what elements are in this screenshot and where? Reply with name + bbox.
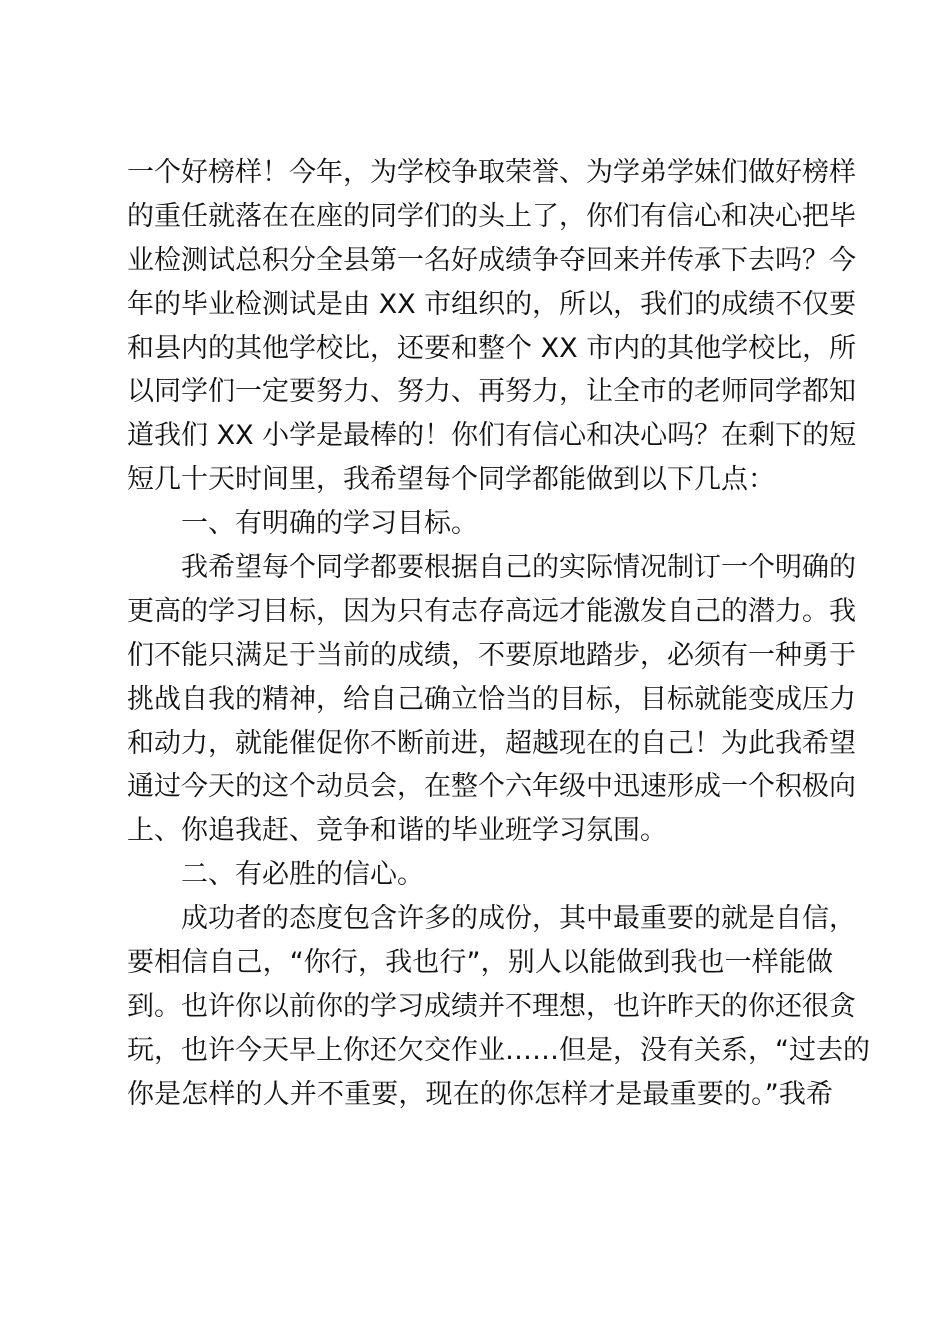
text-line: 以同学们一定要努力、努力、再努力，让全市的老师同学都知	[127, 376, 856, 408]
text-line: 们不能只满足于当前的成绩，不要原地踏步，必须有一种勇于	[127, 639, 856, 671]
text-line: 道我们 XX 小学是最棒的！你们有信心和决心吗？在剩下的短	[127, 420, 857, 452]
section-heading-2: 二、有必胜的信心。	[181, 859, 424, 891]
section-heading-1: 一、有明确的学习目标。	[181, 508, 478, 540]
text-line: 和县内的其他学校比，还要和整个 XX 市内的其他学校比，所	[127, 332, 857, 364]
text-line: 短几十天时间里，我希望每个同学都能做到以下几点：	[127, 464, 775, 496]
text-line: 成功者的态度包含许多的成份，其中最重要的就是自信，	[181, 903, 856, 935]
text-line: 我希望每个同学都要根据自己的实际情况制订一个明确的	[181, 552, 856, 584]
body-text	[127, 151, 870, 1117]
text-line: 上、你追我赶、竞争和谐的毕业班学习氛围。	[127, 815, 667, 847]
text-line: 和动力，就能催促你不断前进，超越现在的自己！为此我希望	[127, 727, 856, 759]
text-line: 你是怎样的人并不重要，现在的你怎样才是最重要的。”我希	[127, 1078, 833, 1110]
text-line: 玩，也许今天早上你还欠交作业……但是，没有关系，“过去的	[127, 1034, 870, 1066]
text-line: 挑战自我的精神，给自己确立恰当的目标，目标就能变成压力	[127, 683, 856, 715]
text-line: 业检测试总积分全县第一名好成绩争夺回来并传承下去吗？今	[127, 244, 856, 276]
text-line: 通过今天的这个动员会，在整个六年级中迅速形成一个积极向	[127, 771, 856, 803]
text-line: 的重任就落在在座的同学们的头上了，你们有信心和决心把毕	[127, 200, 856, 232]
text-line: 到。也许你以前你的学习成绩并不理想，也许昨天的你还很贪	[127, 990, 856, 1022]
text-line: 一个好榜样！今年，为学校争取荣誉、为学弟学妹们做好榜样	[127, 157, 856, 188]
text-line: 年的毕业检测试是由 XX 市组织的，所以，我们的成绩不仅要	[127, 288, 857, 320]
text-line: 要相信自己，“你行，我也行”，别人以能做到我也一样能做	[127, 947, 833, 979]
text-line: 更高的学习目标，因为只有志存高远才能激发自己的潜力。我	[127, 595, 856, 627]
